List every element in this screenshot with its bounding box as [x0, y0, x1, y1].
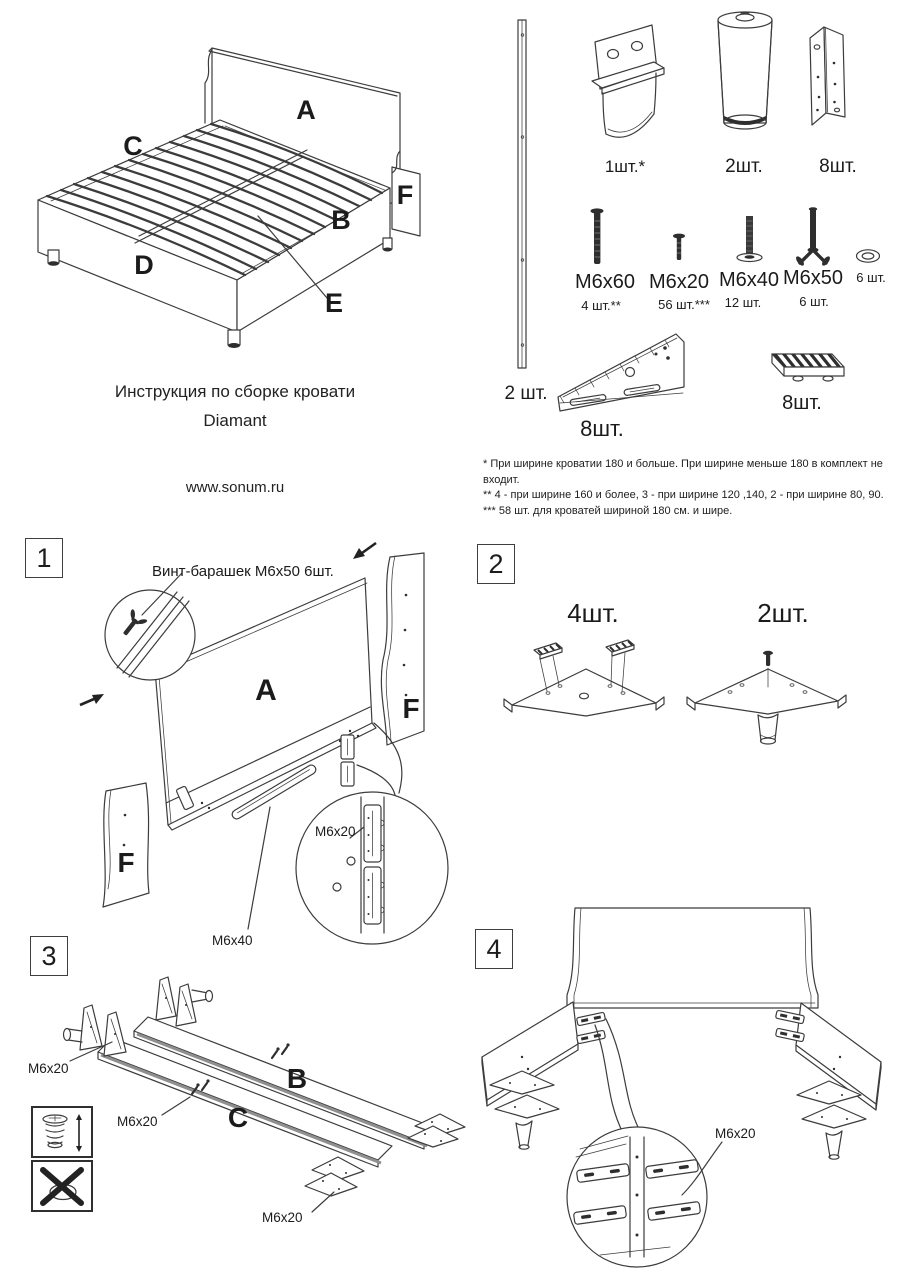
- step-4-illustration: [460, 895, 900, 1280]
- rail-c-leg-hardware: [64, 1005, 127, 1056]
- title-line2: Diamant: [203, 411, 267, 430]
- wing-screw-callout: Винт-барашек М6х50 6шт.: [152, 563, 334, 580]
- step3-m6x20-b: M6x20: [117, 1114, 158, 1129]
- cyl-leg-qty-label: 2шт.: [725, 156, 763, 177]
- step1-label-a: A: [255, 674, 277, 707]
- step3-label-b: B: [286, 1063, 308, 1094]
- cylinder-leg-part: [718, 12, 772, 129]
- bed-overview-illustration: [15, 20, 475, 360]
- pad-left: [534, 643, 562, 659]
- document-title: [40, 382, 430, 431]
- washer-qty-label: 6 шт.: [856, 270, 886, 285]
- crossed-out-icon: [37, 1165, 87, 1207]
- bolt-m6x60-icon: [591, 208, 604, 264]
- step3-m6x20-a: M6x20: [28, 1061, 69, 1076]
- corner-bracket-qty-label: 8шт.: [819, 156, 857, 177]
- bed-part-label-c: C: [123, 131, 143, 161]
- corner-bracket-part: [810, 27, 845, 125]
- step-3-number: 3: [30, 936, 68, 976]
- rail-c-end-plates: [305, 1157, 364, 1196]
- center-leg-qty-label: 1шт.*: [604, 157, 646, 176]
- step-3-illustration: [20, 930, 470, 1270]
- wing-screw-m6x50-icon: [795, 207, 832, 267]
- bracket-with-leg: [687, 651, 846, 744]
- center-leg-bracket-part: [592, 25, 664, 137]
- bed-part-label-a: A: [296, 95, 316, 125]
- step-2-illustration: [460, 535, 900, 750]
- screw1-label: M6x60: [574, 271, 636, 293]
- warning-prohibited: [31, 1160, 93, 1212]
- bed-part-label-e: E: [324, 288, 344, 318]
- footnote-2: ** 4 - при ширине 160 и более, 3 - при ширине 120 ,140, 2 - при ширине 80, 90.: [483, 489, 884, 501]
- stud-m6x40-icon: [737, 216, 762, 262]
- assembled-headboard: [567, 908, 818, 1008]
- bed-part-label-b: B: [331, 205, 351, 235]
- screw2-label: M6x20: [648, 271, 710, 293]
- junction-inset-circle: [567, 1127, 707, 1267]
- glide-pad-qty: 8шт.: [782, 392, 822, 414]
- footnote-3: *** 58 шт. для кроватей шириной 180 см. и шире.: [483, 504, 733, 517]
- title-line1: Инструкция по сборке кровати: [114, 382, 356, 401]
- step4-m6x20-label: M6x20: [715, 1126, 756, 1141]
- screw4-qty: 6 шт.: [799, 294, 829, 309]
- step-1-number: 1: [25, 538, 63, 578]
- step-1-illustration: [20, 535, 470, 963]
- parts-list-illustration: [480, 5, 900, 455]
- glide-pad-part: [772, 353, 849, 381]
- step-2-number: 2: [477, 544, 515, 584]
- screw3-qty: 12 шт.: [724, 295, 762, 310]
- long-rail-part: [518, 20, 526, 368]
- footnote-1: * При ширине кроватии 180 и больше. При ширине меньше 180 в комплект не входит.: [483, 458, 883, 486]
- m6x20-leader-c: [312, 1192, 334, 1212]
- m6x20-leader-b: [162, 1097, 190, 1115]
- pad-right: [606, 640, 634, 656]
- washer-icon: [857, 250, 880, 262]
- screw-depth-icon: [37, 1111, 87, 1153]
- screw2-qty: 56 шт.***: [658, 297, 710, 312]
- step1-label-f-right: F: [402, 693, 420, 724]
- side-panel-f-left: [103, 783, 149, 907]
- footnotes: [483, 457, 897, 519]
- rail-b-leg-hardware: [156, 977, 213, 1026]
- step1-m6x20-label: M6x20: [315, 824, 356, 839]
- bed-part-label-d: D: [134, 250, 154, 280]
- step1-m6x40-label: M6x40: [212, 933, 253, 948]
- triangle-bracket-qty: 8шт.: [580, 416, 624, 441]
- step1-label-f-left: F: [117, 847, 135, 878]
- bolt-m6x20-icon: [673, 234, 685, 260]
- m6x40-leader: [248, 807, 270, 929]
- right-leg-assembly: [797, 1081, 866, 1159]
- warning-screw-depth: [31, 1106, 93, 1158]
- rail-qty-label: 2 шт.: [504, 383, 548, 404]
- bed-part-label-f: F: [396, 180, 414, 210]
- screw1-qty: 4 шт.**: [581, 298, 621, 313]
- wing-screw-inset-circle: [105, 573, 195, 680]
- screw3-label: M6x40: [718, 269, 780, 291]
- step-4-number: 4: [475, 929, 513, 969]
- left-junction-plates: [576, 1012, 605, 1044]
- step3-m6x20-c: M6x20: [262, 1210, 303, 1225]
- left-leg-assembly: [490, 1071, 559, 1149]
- step2-qty-left: 4шт.: [567, 598, 619, 628]
- screw4-label: M6x50: [782, 267, 844, 289]
- triangle-bracket-part: [558, 334, 684, 411]
- step2-qty-right: 2шт.: [757, 598, 809, 628]
- bracket-with-pads: [504, 640, 664, 716]
- step3-label-c: C: [227, 1102, 249, 1133]
- website-url: www.sonum.ru: [185, 479, 285, 496]
